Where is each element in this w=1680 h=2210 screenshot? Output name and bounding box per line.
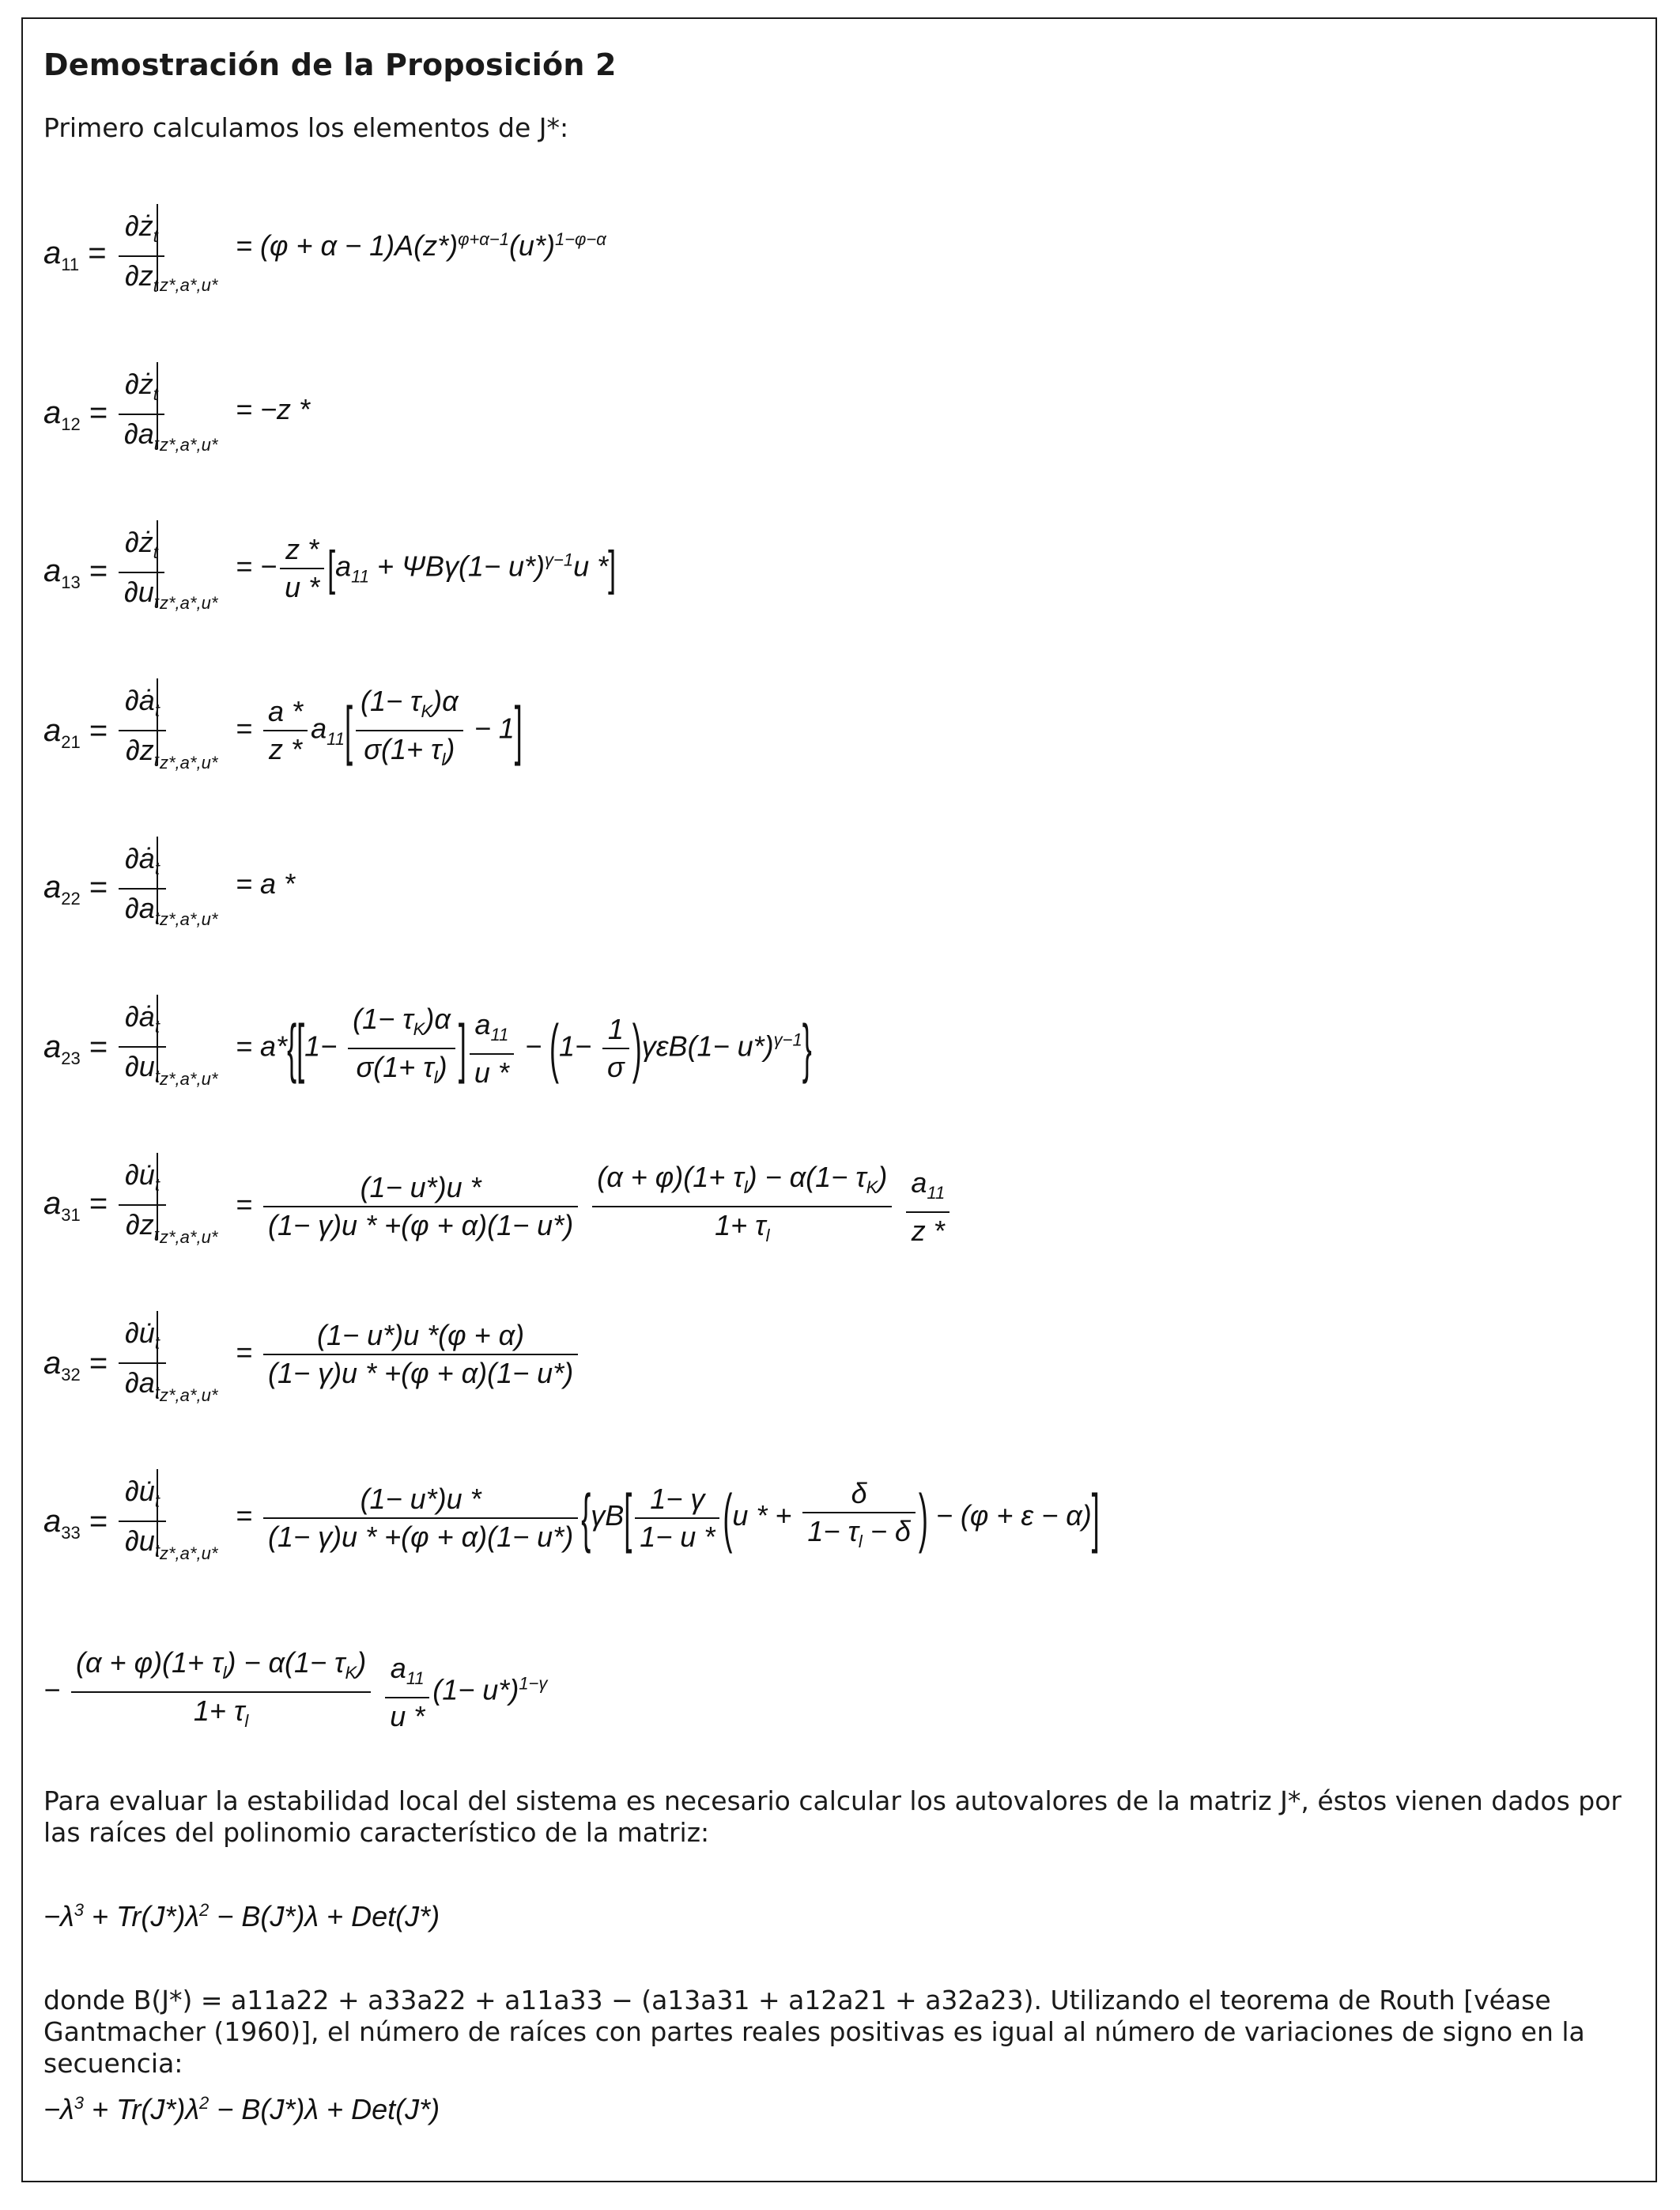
stability-paragraph: Para evaluar la estabilidad local del sistema es necesario calcular los autovalores de la matriz J*, éstos vienen dados por las raíces del polinomio característico de la matriz: (43, 1785, 1621, 1848)
intro-text: Primero calculamos los elementos de J*: (43, 112, 569, 143)
page-frame (21, 17, 1657, 2182)
section-heading: Demostración de la Proposición 2 (43, 47, 617, 82)
a11-eval-point: z*,a*,u* (160, 275, 218, 295)
a11-derivative: $\partial ż_t$ $\partial z_t$ (119, 207, 164, 305)
a33-continuation: − $\frac{(\alpha + \varphi)(1+ \tau_l) - \alpha(1- \tau_K)}{1+ \tau_l}$ $\frac{a_{11}}{u *}$ $(1- u*)^{1-\gamma}$ (43, 1646, 548, 1732)
characteristic-polynomial: $-\lambda^3 + Tr(J*)\lambda^2 - B(J*)\lambda + Det(J*)$ (43, 1900, 440, 1932)
routh-paragraph: donde B(J*) = a11a22 + a33a22 + a11a33 − (a13a31 + a12a21 + a32a23). Utilizando el teorema de Routh [véase Gantmacher (1960)], el número de raíces con partes reales positivas es igual al número de variaciones de signo en la secuencia: (43, 1985, 1585, 2079)
characteristic-polynomial-2: $-\lambda^3 + Tr(J*)\lambda^2 - B(J*)\lambda + Det(J*)$ (43, 2093, 440, 2125)
